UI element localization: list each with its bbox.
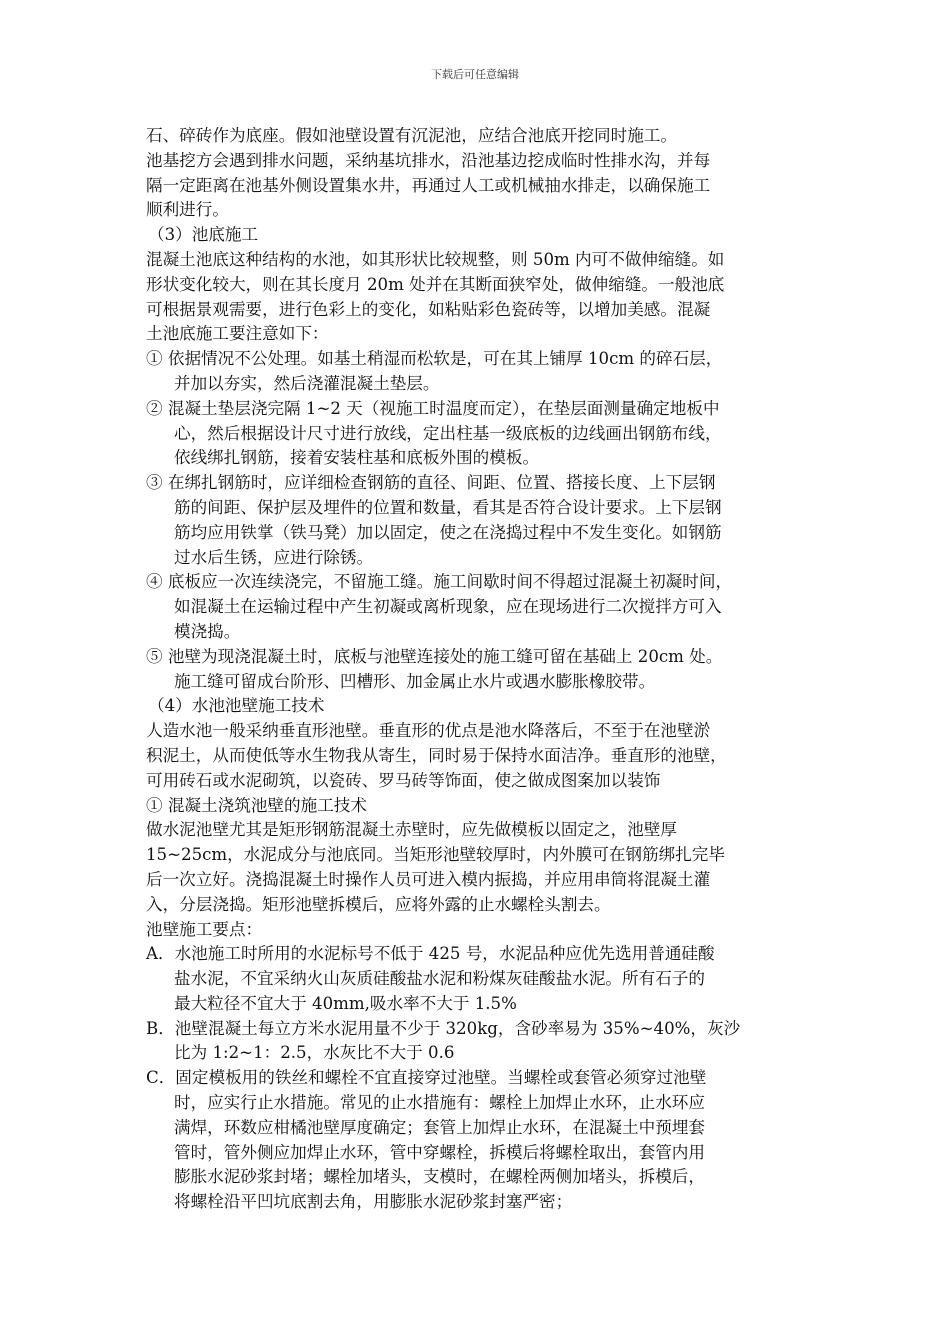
page-header: 下载后可任意编辑 bbox=[431, 68, 519, 81]
paragraph-line: 池基挖方会遇到排水问题，采纳基坑排水，沿池基边挖成临时性排水沟，并每 bbox=[146, 150, 711, 170]
paragraph-line: 石、碎砖作为底座。假如池壁设置有沉泥池，应结合池底开挖同时施工。 bbox=[146, 126, 677, 145]
section-heading: （4）水池池壁施工技术 bbox=[148, 696, 325, 716]
list-item-continuation: 时，应实行止水措施。常见的止水措施有：螺栓上加焊止水环，止水环应 bbox=[174, 1093, 705, 1113]
list-item-line: C．固定模板用的铁丝和螺栓不宜直接穿过池壁。当螺栓或套管必须穿过池壁 bbox=[146, 1068, 707, 1088]
list-item-continuation: 满焊，环数应柑橘池壁厚度确定；套管上加焊止水环，在混凝土中预埋套 bbox=[174, 1117, 705, 1137]
list-item-line: ④ 底板应一次连续浇完，不留施工缝。施工间歇时间不得超过混凝土初凝时间， bbox=[146, 572, 733, 592]
list-item-line: ① 依据情况不公处理。如基土稍湿而松软是，可在其上铺厚 10cm 的碎石层， bbox=[146, 349, 723, 369]
list-item-continuation: 心，然后根据设计尺寸进行放线，定出柱基一级底板的边线画出钢筋布线， bbox=[174, 423, 722, 443]
list-item-continuation: 比为 1:2~1：2.5，水灰比不大于 0.6 bbox=[174, 1043, 455, 1063]
list-item-line: B．池壁混凝土每立方米水泥用量不少于 320kg，含砂率易为 35%~40%，灰沙 bbox=[146, 1018, 741, 1038]
list-item-line: ⑤ 池壁为现浇混凝土时，底板与池壁连接处的施工缝可留在基础上 20cm 处。 bbox=[146, 646, 723, 666]
paragraph-line: 池壁施工要点： bbox=[146, 919, 263, 939]
list-item-continuation: 并加以夯实，然后浇灌混凝土垫层。 bbox=[174, 373, 440, 393]
list-item-continuation: 施工缝可留成台阶形、凹槽形、加金属止水片或遇水膨胀橡胶带。 bbox=[174, 671, 656, 691]
paragraph-line: 可用砖石或水泥砌筑，以瓷砖、罗马砖等饰面，使之做成图案加以装饰 bbox=[146, 770, 661, 790]
list-item-line: ② 混凝土垫层浇完隔 1~2 天（视施工时温度而定），在垫层面测量确定地板中 bbox=[146, 398, 720, 418]
paragraph-line: 隔一定距离在池基外侧设置集水井，再通过人工或机械抽水排走，以确保施工 bbox=[146, 175, 711, 195]
paragraph-line: 形状变化较大，则在其长度月 20m 处并在其断面狭窄处，做伸缩缝。一般池底 bbox=[146, 274, 725, 294]
list-item-continuation: 最大粒径不宜大于 40mm,吸水率不大于 1.5% bbox=[174, 993, 517, 1013]
paragraph-line: 15~25cm，水泥成分与池底同。当矩形池壁较厚时，内外膜可在钢筋绑扎完毕 bbox=[146, 845, 725, 865]
list-item-continuation: 筋的间距、保护层及埋件的位置和数量，看其是否符合设计要求。上下层钢 bbox=[174, 497, 722, 517]
list-item-continuation: 筋均应用铁掌（铁马凳）加以固定，使之在浇捣过程中不发生变化。如钢筋 bbox=[174, 522, 722, 542]
list-item-continuation: 如混凝土在运输过程中产生初凝或离析现象，应在现场进行二次搅拌方可入 bbox=[174, 597, 722, 617]
list-item-continuation: 盐水泥，不宜采纳火山灰质硅酸盐水泥和粉煤灰硅酸盐水泥。所有石子的 bbox=[174, 969, 705, 989]
paragraph-line: 人造水池一般采纳垂直形池壁。垂直形的优点是池水降落后，不至于在池壁淤 bbox=[146, 721, 711, 741]
paragraph-line: 入，分层浇捣。矩形池壁拆模后，应将外露的止水螺栓头割去。 bbox=[146, 894, 611, 914]
list-item-continuation: 将螺栓沿平凹坑底割去角，用膨胀水泥砂浆封塞严密； bbox=[174, 1192, 573, 1212]
paragraph-line: 积泥土，从而使低等水生物我从寄生，同时易于保持水面洁净。垂直形的池壁， bbox=[146, 745, 727, 765]
paragraph-line: 做水泥池壁尤其是矩形钢筋混凝土赤壁时，应先做模板以固定之，池壁厚 bbox=[146, 820, 677, 840]
document-body bbox=[146, 124, 821, 1215]
list-item-continuation: 模浇捣。 bbox=[174, 621, 241, 641]
list-item-continuation: 过水后生锈，应进行除锈。 bbox=[174, 547, 374, 567]
list-item-line: A．水池施工时所用的水泥标号不低于 425 号，水泥品种应优先选用普通硅酸 bbox=[146, 944, 715, 964]
list-item-continuation: 管时，管外侧应加焊止水环，管中穿螺栓，拆模后将螺栓取出，套管内用 bbox=[174, 1142, 705, 1162]
paragraph-line: 土池底施工要注意如下： bbox=[146, 324, 329, 344]
paragraph-line: 可根据景观需要，进行色彩上的变化，如粘贴彩色瓷砖等，以增加美感。混凝 bbox=[146, 299, 711, 319]
paragraph-line: 混凝土池底这种结构的水池，如其形状比较规整，则 50m 内可不做伸缩缝。如 bbox=[146, 249, 725, 269]
section-heading: （3）池底施工 bbox=[148, 225, 259, 245]
list-item-continuation: 依线绑扎钢筋，接着安装柱基和底板外围的模板。 bbox=[174, 448, 540, 468]
paragraph-line: 后一次立好。浇捣混凝土时操作人员可进入模内振捣，并应用串筒将混凝土灌 bbox=[146, 869, 711, 889]
paragraph-line: 顺利进行。 bbox=[146, 200, 229, 220]
list-item-line: ① 混凝土浇筑池壁的施工技术 bbox=[146, 795, 367, 815]
list-item-continuation: 膨胀水泥砂浆封堵；螺栓加堵头，支模时，在螺栓两侧加堵头，拆模后， bbox=[174, 1167, 705, 1187]
list-item-line: ③ 在绑扎钢筋时，应详细检查钢筋的直径、间距、位置、搭接长度、上下层钢 bbox=[146, 473, 716, 493]
